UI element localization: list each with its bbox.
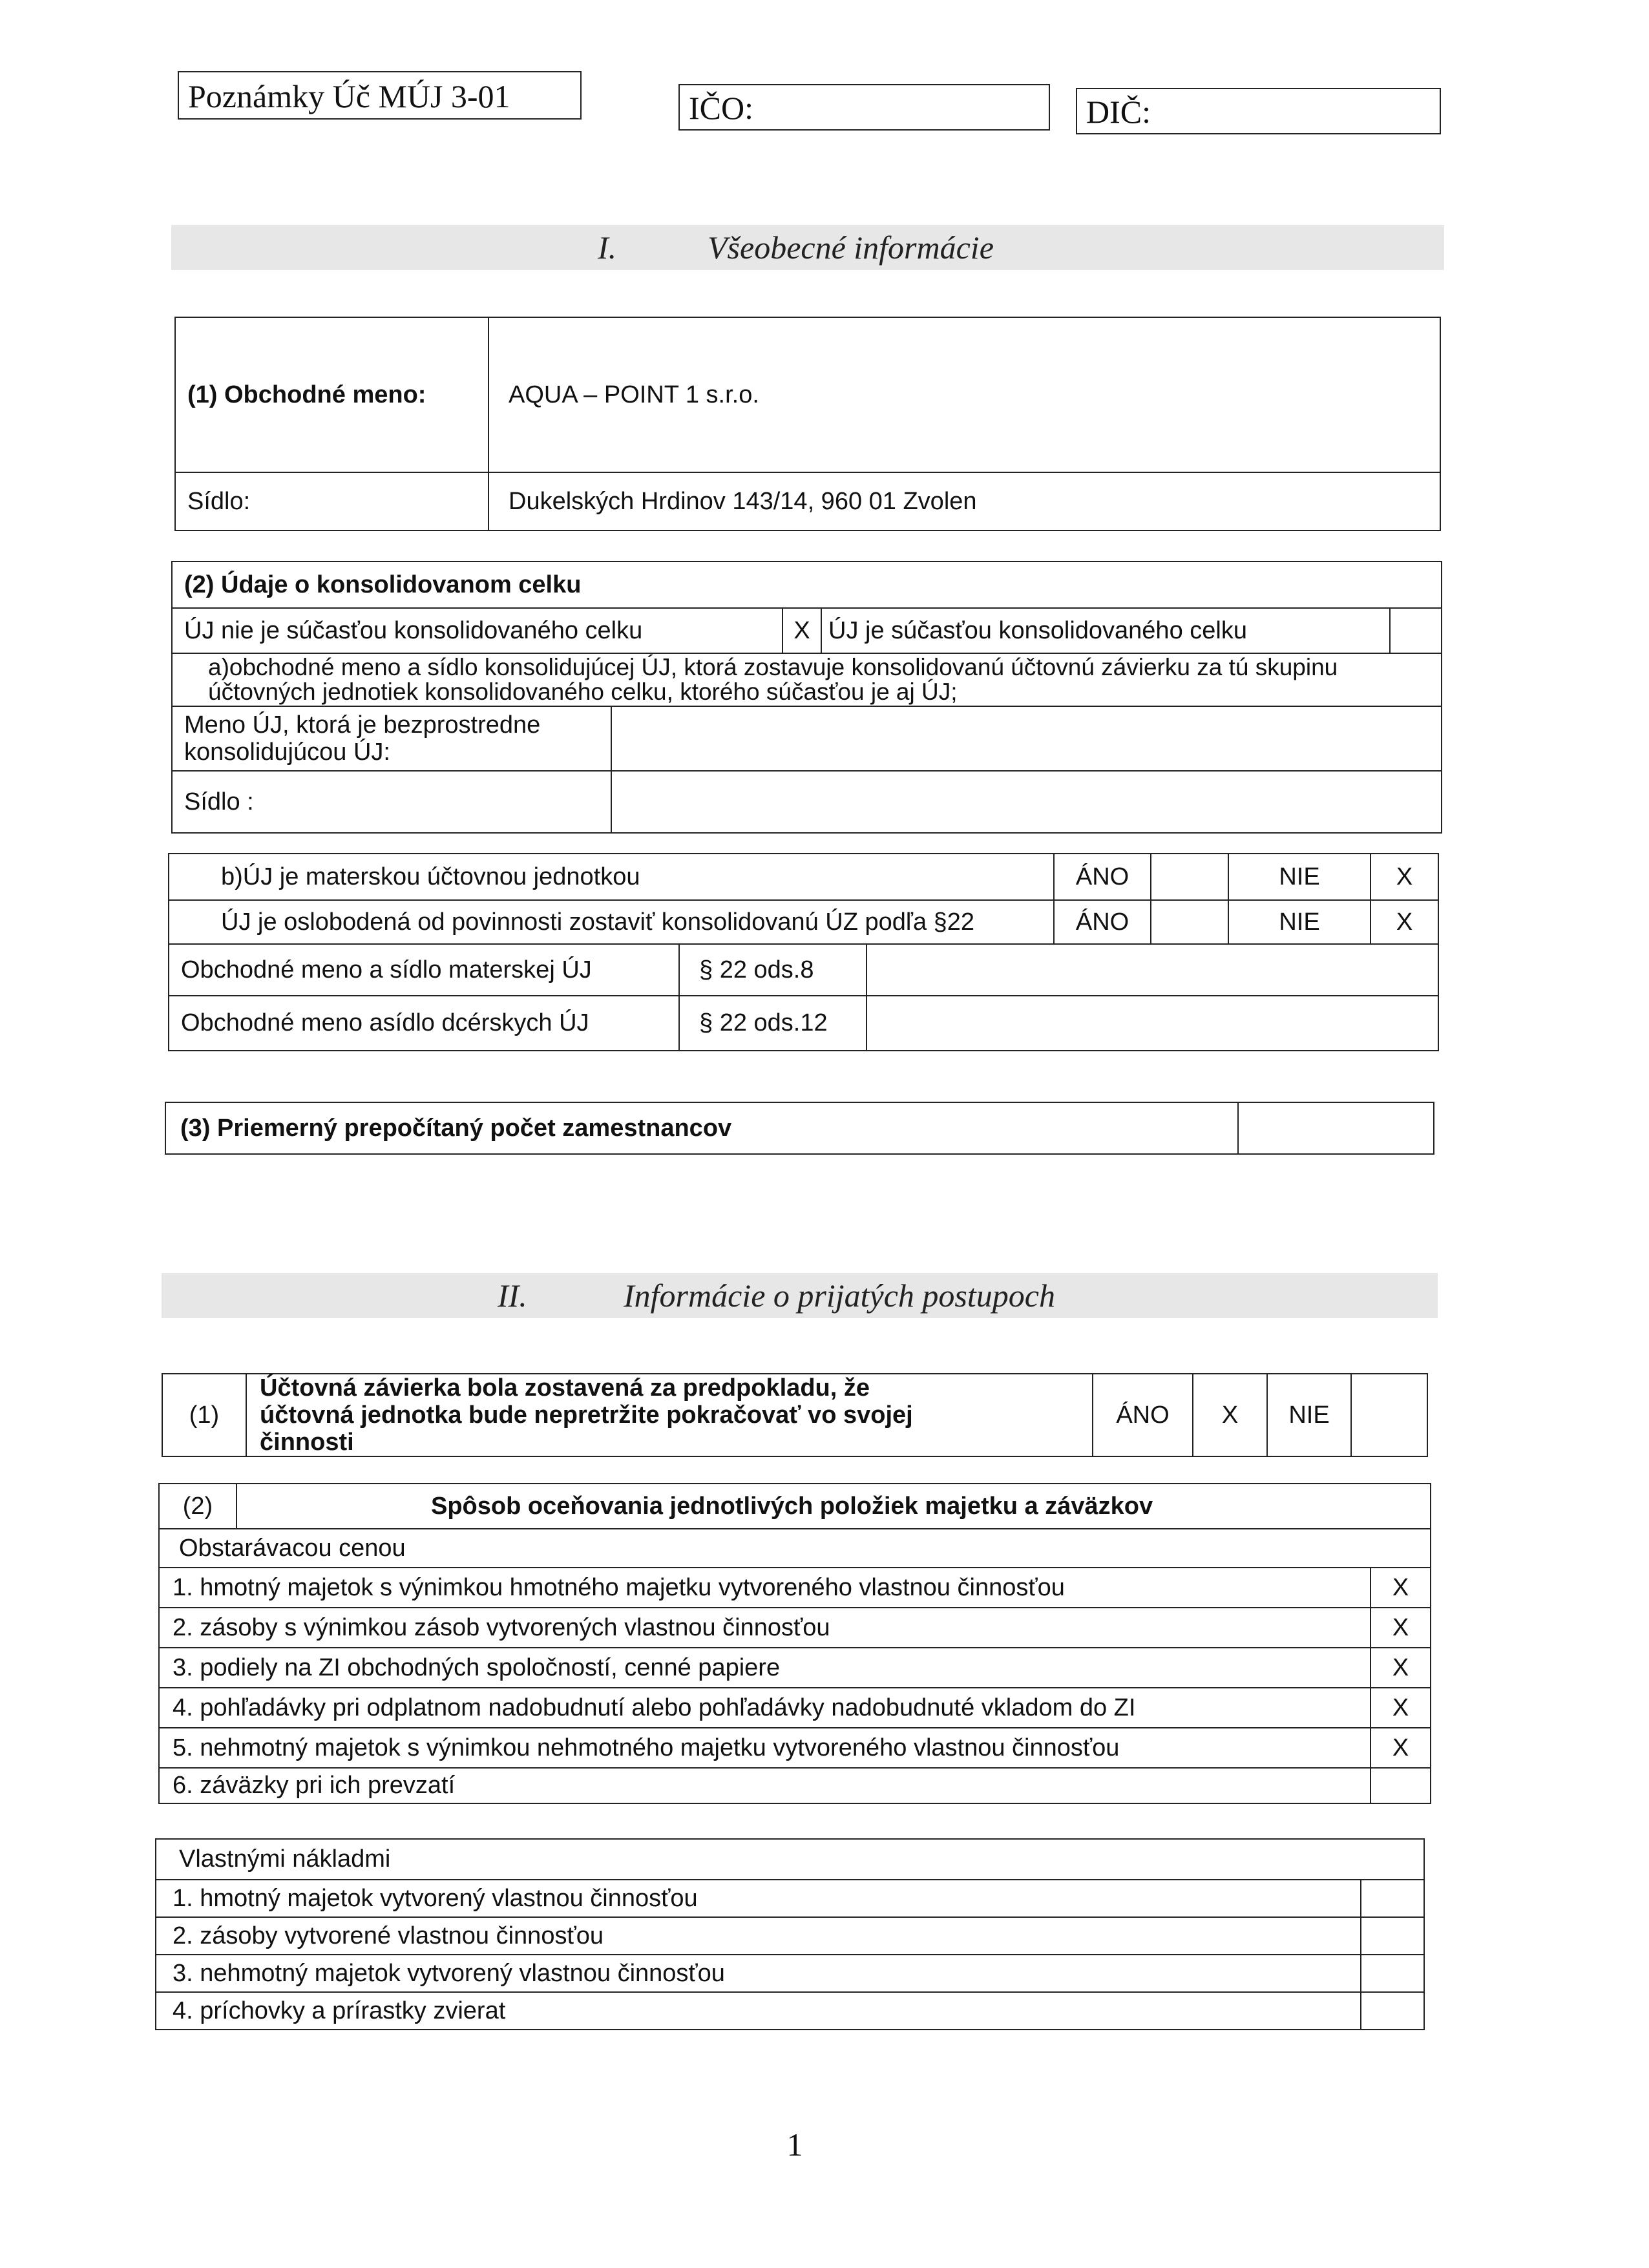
own-costs-label: Vlastnými nákladmi: [156, 1839, 1424, 1880]
parent-company-ref: § 22 ods.8: [679, 944, 867, 996]
parent-seat-field[interactable]: [611, 771, 1442, 833]
valuation-title: Spôsob oceňovania jednotlivých položiek majetku a záväzkov: [236, 1484, 1431, 1529]
valuation-item-checkbox[interactable]: [1371, 1768, 1431, 1803]
section-2-title: Informácie o prijatých postupoch: [624, 1277, 1055, 1314]
employees-field[interactable]: [1238, 1102, 1434, 1154]
subsidiary-company-label: Obchodné meno asídlo dcérskych ÚJ: [169, 996, 679, 1051]
valuation-item: 1. hmotný majetok s výnimkou hmotného majetku vytvoreného vlastnou činnosťou: [159, 1568, 1371, 1608]
own-costs-item: 1. hmotný majetok vytvorený vlastnou činnosťou: [156, 1880, 1361, 1917]
parent-company-label: Obchodné meno a sídlo materskej ÚJ: [169, 944, 679, 996]
not-part-label: ÚJ nie je súčasťou konsolidovaného celku: [172, 608, 782, 653]
employees-table: [165, 1102, 1434, 1155]
company-name-label: (1) Obchodné meno:: [175, 317, 488, 472]
company-info-table: [174, 317, 1441, 531]
going-concern-nie-label: NIE: [1267, 1374, 1351, 1456]
own-costs-item-checkbox[interactable]: [1361, 1955, 1424, 1992]
own-costs-item: 2. zásoby vytvorené vlastnou činnosťou: [156, 1917, 1361, 1955]
ico-label: IČO:: [689, 90, 753, 126]
form-title: Poznámky Úč MÚJ 3-01: [188, 78, 510, 114]
is-part-checkbox[interactable]: [1390, 608, 1442, 653]
section-2-number: II.: [498, 1277, 527, 1314]
subsidiary-company-field[interactable]: [867, 996, 1438, 1051]
valuation-item: 6. záväzky pri ich prevzatí: [159, 1768, 1371, 1803]
parent-unit-ano-checkbox[interactable]: [1151, 854, 1228, 900]
not-part-checkbox[interactable]: X: [782, 608, 821, 653]
form-title-box: [178, 71, 582, 120]
parent-unit-label: b)ÚJ je materskou účtovnou jednotkou: [169, 854, 1054, 900]
company-seat-label: Sídlo:: [175, 472, 488, 530]
parent-unit-table: [168, 853, 1439, 1051]
exemption-nie-label: NIE: [1228, 900, 1371, 944]
dic-field[interactable]: [1076, 88, 1441, 134]
valuation-item: 3. podiely na ZI obchodných spoločností, cenné papiere: [159, 1648, 1371, 1688]
section-1-title: Všeobecné informácie: [708, 229, 994, 266]
company-seat-value: Dukelských Hrdinov 143/14, 960 01 Zvolen: [488, 472, 1440, 530]
parent-name-label: Meno ÚJ, ktorá je bezprostredne konsolidujúcou ÚJ:: [172, 706, 611, 771]
going-concern-label: Účtovná závierka bola zostavená za predpokladu, že účtovná jednotka bude nepretržite pokračovať vo svojej činnosti: [246, 1374, 1093, 1456]
going-concern-ano-label: ÁNO: [1093, 1374, 1193, 1456]
parent-unit-nie-label: NIE: [1228, 854, 1371, 900]
valuation-table: [158, 1483, 1431, 1804]
dic-label: DIČ:: [1086, 94, 1151, 130]
consolidation-table: [171, 561, 1442, 834]
exemption-ano-checkbox[interactable]: [1151, 900, 1228, 944]
company-name-value: AQUA – POINT 1 s.r.o.: [488, 317, 1440, 472]
valuation-item-checkbox[interactable]: X: [1371, 1688, 1431, 1728]
own-costs-item: 4. príchovky a prírastky zvierat: [156, 1992, 1361, 2030]
consolidation-note-a: a)obchodné meno a sídlo konsolidujúcej ÚJ, ktorá zostavuje konsolidovanú účtovnú závierku za tú skupinu účtovných jednotiek konsolidovaného celku, ktorého súčasťou je aj ÚJ;: [172, 653, 1442, 706]
valuation-item: 2. zásoby s výnimkou zásob vytvorených vlastnou činnosťou: [159, 1608, 1371, 1648]
own-costs-item-checkbox[interactable]: [1361, 1880, 1424, 1917]
going-concern-table: [162, 1373, 1428, 1457]
parent-company-field[interactable]: [867, 944, 1438, 996]
going-concern-nie-checkbox[interactable]: [1351, 1374, 1427, 1456]
ico-field[interactable]: [678, 84, 1050, 131]
is-part-label: ÚJ je súčasťou konsolidovaného celku: [821, 608, 1390, 653]
valuation-item: 4. pohľadávky pri odplatnom nadobudnutí alebo pohľadávky nadobudnuté vkladom do ZI: [159, 1688, 1371, 1728]
consolidation-title: (2) Údaje o konsolidovanom celku: [172, 562, 1442, 608]
section-1-number: I.: [598, 229, 617, 266]
page-number: 1: [786, 2126, 803, 2163]
valuation-item-checkbox[interactable]: X: [1371, 1568, 1431, 1608]
valuation-number: (2): [159, 1484, 236, 1529]
section-2-header: [162, 1273, 1438, 1318]
acquisition-cost-label: Obstarávacou cenou: [159, 1529, 1431, 1568]
parent-name-field[interactable]: [611, 706, 1442, 771]
valuation-item-checkbox[interactable]: X: [1371, 1648, 1431, 1688]
parent-unit-nie-checkbox[interactable]: X: [1371, 854, 1438, 900]
exemption-label: ÚJ je oslobodená od povinnosti zostaviť konsolidovanú ÚZ podľa §22: [169, 900, 1054, 944]
valuation-item-checkbox[interactable]: X: [1371, 1728, 1431, 1768]
exemption-ano-label: ÁNO: [1054, 900, 1151, 944]
own-costs-item-checkbox[interactable]: [1361, 1917, 1424, 1955]
parent-unit-ano-label: ÁNO: [1054, 854, 1151, 900]
going-concern-number: (1): [162, 1374, 246, 1456]
subsidiary-company-ref: § 22 ods.12: [679, 996, 867, 1051]
valuation-item: 5. nehmotný majetok s výnimkou nehmotného majetku vytvoreného vlastnou činnosťou: [159, 1728, 1371, 1768]
own-costs-item: 3. nehmotný majetok vytvorený vlastnou činnosťou: [156, 1955, 1361, 1992]
exemption-nie-checkbox[interactable]: X: [1371, 900, 1438, 944]
own-costs-item-checkbox[interactable]: [1361, 1992, 1424, 2030]
own-costs-table: [155, 1838, 1425, 2030]
going-concern-ano-checkbox[interactable]: X: [1193, 1374, 1267, 1456]
employees-label: (3) Priemerný prepočítaný počet zamestnancov: [165, 1102, 1238, 1154]
section-1-header: [171, 225, 1444, 270]
valuation-item-checkbox[interactable]: X: [1371, 1608, 1431, 1648]
parent-seat-label: Sídlo :: [172, 771, 611, 833]
